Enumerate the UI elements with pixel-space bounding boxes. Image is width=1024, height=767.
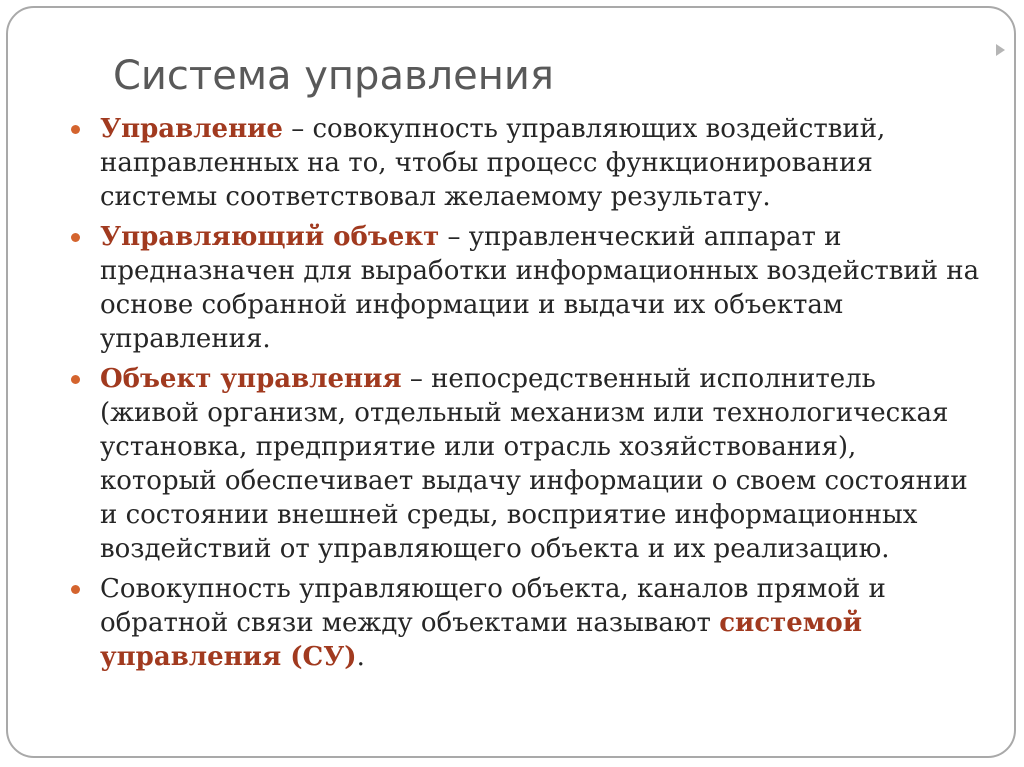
bullet-item <box>100 572 980 674</box>
bullet-list <box>100 112 980 680</box>
bullet-text: – непосредственный исполнитель (живой организм, отдельный механизм или технологическая установка, предприятие или отрасль хозяйствования), который обеспечивает выдачу информации о своем состоянии и состоянии внешней среды, восприятие информационных воздействий от управляющего объекта и их реализацию. <box>100 364 968 564</box>
bullet-tail: . <box>356 642 365 672</box>
bullet-item <box>100 362 980 566</box>
slide-title: Система управления <box>113 53 554 99</box>
bullet-term: Управляющий объект <box>100 222 440 252</box>
bullet-text: Совокупность управляющего объекта, каналов прямой и обратной связи между объектами называют <box>100 574 886 638</box>
bullet-term: Объект управления <box>100 364 402 394</box>
bullet-item <box>100 220 980 356</box>
triangle-arrow-icon <box>996 44 1005 56</box>
bullet-text: – совокупность управляющих воздействий, направленных на то, чтобы процесс функционирования системы соответствовал желаемому результату. <box>100 114 886 212</box>
bullet-dot-icon <box>71 233 80 242</box>
bullet-dot-icon <box>71 125 80 134</box>
bullet-text: – управленческий аппарат и предназначен для выработки информационных воздействий на основе собранной информации и выдачи их объектам управления. <box>100 222 980 354</box>
bullet-dot-icon <box>71 585 80 594</box>
bullet-term: Управление <box>100 114 283 144</box>
bullet-term: системой управления (СУ) <box>100 608 863 672</box>
bullet-dot-icon <box>71 375 80 384</box>
bullet-item <box>100 112 980 214</box>
